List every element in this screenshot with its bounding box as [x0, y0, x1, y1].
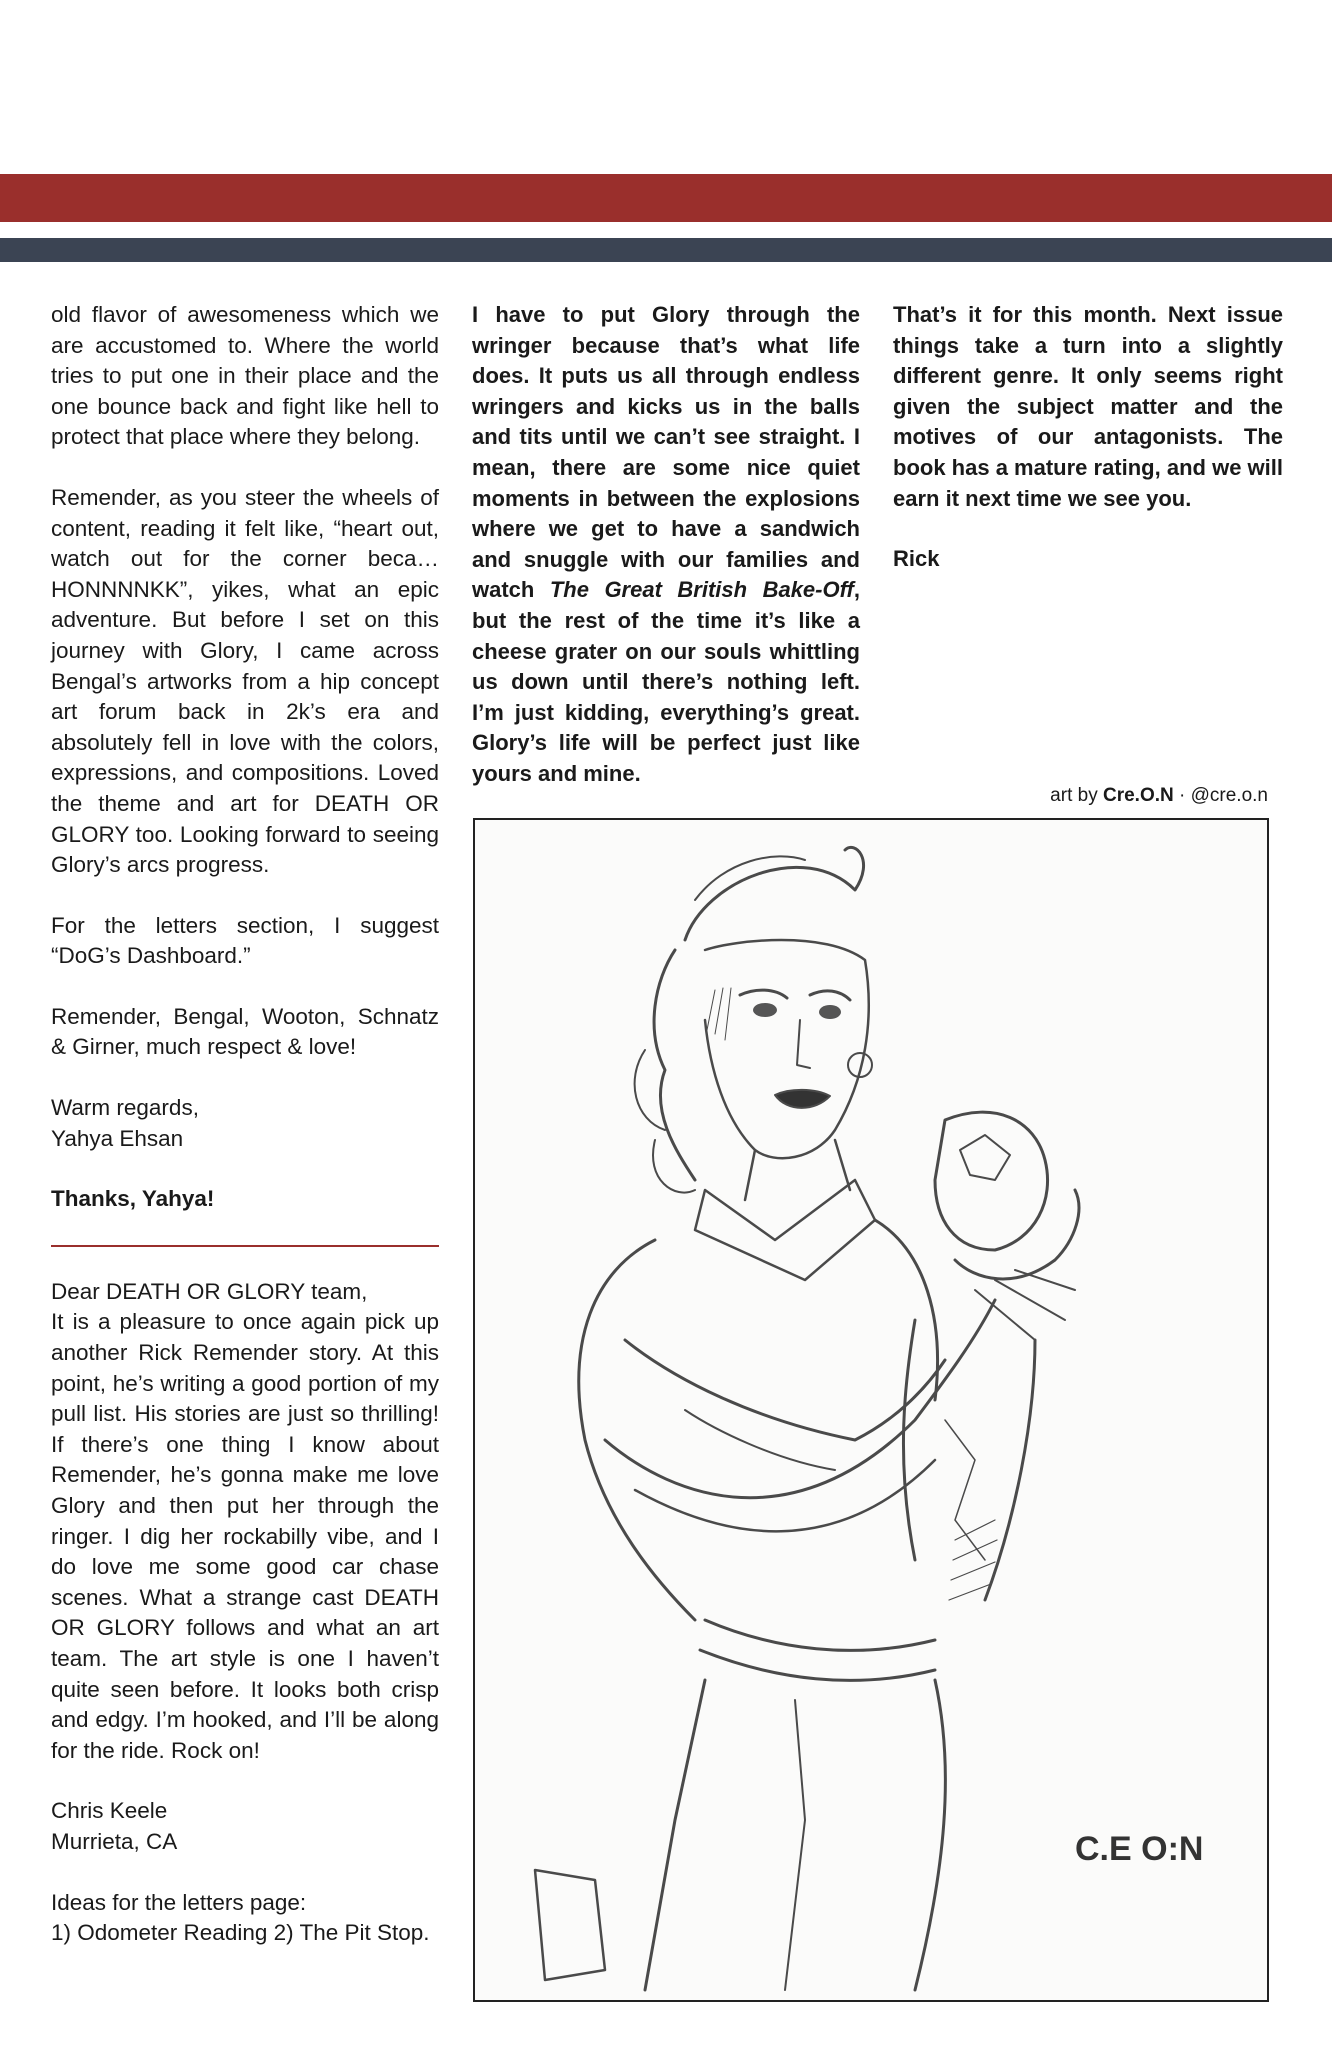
letter-paragraph [51, 1888, 439, 1949]
letter-body: It is a pleasure to once again pick up another Rick Remender story. At this point, he’s writing a good portion of my pull list. His stories are just so thrilling! If there’s one thing I know about Remender, he’s gonna make me love Glory and then put her through the ringer. I dig her rockabilly vibe, and I do love me some good car chase scenes. What a strange cast DEATH OR GLORY follows and what an art team. The art style is one I haven’t quite seen before. It looks both crisp and edgy. I’m hooked, and I’ll be along for the ride. Rock on! [51, 1309, 439, 1763]
header-blue-band [0, 238, 1332, 262]
sign-off: Warm regards, [51, 1095, 199, 1121]
letter-paragraph: Remender, as you steer the wheels of content, reading it felt like, “heart out, watch out for the corner beca… HONNNNKK”, yikes, what an epic adventure. But before I set on this journey with Glory, I came across Bengal’s artworks from a hip concept art forum back in 2k’s era and absolutely fell in love with the colors, expressions, and compositions. Loved the theme and art for DEATH OR GLORY too. Looking forward to seeing Glory’s arcs progress. [51, 484, 439, 878]
author-location: Murrieta, CA [51, 1828, 178, 1854]
letter-signature [51, 1093, 439, 1154]
letter-paragraph: For the letters section, I suggest “DoG’s Dashboard.” [51, 912, 439, 969]
letter-paragraph: old flavor of awesomeness which we are accustomed to. Where the world tries to put one in their place and the one bounce back and fight like hell to protect that place where they belong. [51, 302, 439, 450]
letters-column-left [51, 300, 439, 1979]
pencil-sketch-illustration [475, 820, 1267, 2000]
artist-name: Cre.O.N [1102, 785, 1174, 806]
letters-column-middle [472, 300, 860, 820]
fan-art-frame [473, 818, 1269, 2002]
ideas-heading: Ideas for the letters page: [51, 1889, 307, 1915]
letter-divider [51, 1245, 439, 1247]
salutation: Dear DEATH OR GLORY team, [51, 1278, 368, 1304]
ideas-list: 1) Odometer Reading 2) The Pit Stop. [51, 1920, 430, 1946]
author-name: Yahya Ehsan [51, 1125, 184, 1151]
artist-signature: C.E O:N [1075, 1830, 1204, 1868]
show-title: The Great British Bake-Off [549, 577, 854, 603]
response-text: , but the rest of the time it’s like a cheese grater on our souls whittling us down until there’s nothing left. I’m just kidding, everything’s great. Glory’s life will be perfect just like yours and mine. [472, 577, 860, 786]
header-red-band [0, 174, 1332, 222]
editor-signoff: Rick [893, 546, 940, 572]
editor-reply: Thanks, Yahya! [51, 1186, 215, 1212]
response-text: I have to put Glory through the wringer because that’s what life does. It puts us all through endless wringers and kicks us in the balls and tits until we can’t see straight. I mean, there are some nice quiet moments in between the explosions where we get to have a sandwich and snuggle with our families and watch [472, 302, 860, 603]
art-credit [1050, 785, 1268, 807]
letter-paragraph: Remender, Bengal, Wooton, Schnatz & Girner, much respect & love! [51, 1003, 439, 1060]
editor-response [472, 300, 860, 790]
letter-signature [51, 1796, 439, 1857]
credit-prefix: art by [1050, 785, 1103, 806]
artist-handle: · @cre.o.n [1173, 785, 1268, 806]
editor-closing: That’s it for this month. Next issue things take a turn into a slightly different genre. It only seems right given the subject matter and the motives of our antagonists. The book has a mature rating, and we will earn it next time we see you. [893, 302, 1283, 511]
letters-column-right [893, 300, 1283, 605]
author-name: Chris Keele [51, 1798, 168, 1824]
letter-paragraph [51, 1277, 439, 1767]
